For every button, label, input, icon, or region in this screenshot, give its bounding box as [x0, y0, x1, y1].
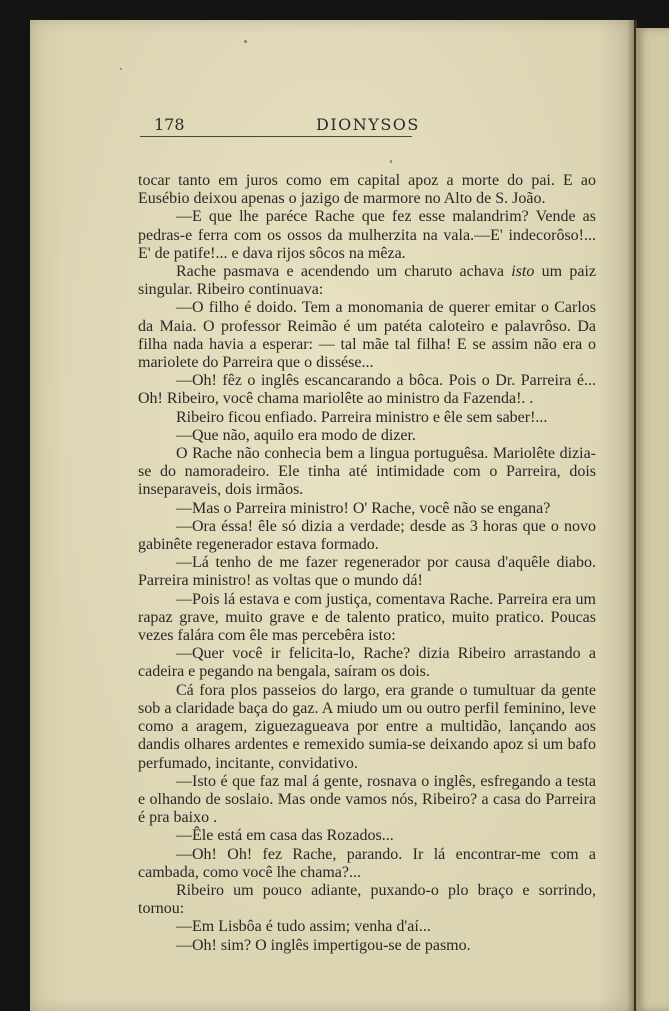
paragraph: —Quer você ir felicita-lo, Rache? dizia Ribeiro arrastando a cadeira e pegando na bengala, saíram os dois.: [138, 645, 596, 681]
paragraph: Ribeiro ficou enfiado. Parreira ministro e êle sem saber!...: [176, 408, 548, 426]
paragraph: —Êle está em casa das Rozados...: [176, 827, 394, 845]
paragraph: Ribeiro um pouco adiante, puxando-o plo braço e sorrindo, tornou:: [138, 881, 596, 918]
paragraph-text: um paiz singular. Ribeiro continuava:: [138, 263, 597, 299]
paragraph: O Rache não conhecia bem a lingua portuguêsa. Mariolête dizia-se do namoradeiro. Ele tinha até intimidade com o Parreira, dois inseparaveis, dois irmãos.: [138, 445, 596, 499]
paragraph: —E que lhe paréce Rache que fez esse malandrim? Vende as pedras-e ferra com os ossos da mulherzita na vala.—E' indecorôso!... E' de patife!... e dava rijos sôcos na mêza.: [138, 208, 596, 262]
paragraph: —Oh! fêz o inglês escancarando a bôca. Pois o Dr. Parreira é... Oh! Ribeiro, você chama mariolête ao ministro da Fazenda!. .: [138, 372, 596, 408]
paragraph: —Que não, aquilo era modo de dizer.: [176, 426, 416, 444]
italic-word: isto: [511, 263, 535, 281]
paragraph: —Pois lá estava e com justiça, comentava Rache. Parreira era um rapaz grave, muito grave e de talento pratico, muito pratico. Poucas vezes falára com êle mas percebêra isto:: [138, 590, 596, 645]
ink-speck: [120, 68, 122, 70]
page-header: [138, 112, 598, 136]
paragraph: —Oh! sim? O inglês impertigou-se de pasmo.: [176, 936, 471, 954]
paragraph: —Isto é que faz mal á gente, rosnava o inglês, esfregando a testa e olhando de soslaio. Mas onde vamos nós, Ribeiro? a casa do Parreira é pra baixo .: [138, 772, 596, 827]
paragraph: —O filho é doido. Tem a monomania de querer emitar o Carlos da Maia. O professor Reimão é um patéta caloteiro e palavrôso. Da filha nada havia a esperar: — tal mãe tal filha! E se assim não era o mariolete do Parreira que o dissése...: [138, 299, 596, 372]
body-text: [138, 172, 596, 955]
ink-speck: [244, 40, 247, 43]
paragraph: —Oh! Oh! fez Rache, parando. Ir lá encontrar-me com a cambada, como você lhe chama?...: [138, 845, 596, 881]
facing-page-edge: [636, 28, 669, 1011]
page-number: 178: [154, 115, 185, 134]
paragraph: tocar tanto em juros como em capital apoz a morte do pai. E ao Eusébio deixou apenas o jazigo de marmore no Alto de S. João.: [138, 172, 596, 208]
ink-speck: [390, 160, 392, 163]
paragraph-text: Rache pasmava e acendendo um charuto achava: [176, 263, 504, 281]
paragraph: —Lá tenho de me fazer regenerador por causa d'aquêle diabo. Parreira ministro! as voltas que o mundo dá!: [138, 554, 596, 590]
paragraph: [138, 263, 596, 299]
paragraph: Cá fora plos passeios do largo, era grande o tumultuar da gente sob a claridade baça do gaz. A miudo um ou outro perfil feminino, leve como a aragem, ziguezagueava por entre a multidão, lançando aos dandis olhares ardentes e remexido sumia-se deixando apoz si um bafo perfumado, incitante, convidativo.: [138, 681, 596, 772]
header-rule: [140, 136, 412, 137]
running-title: DIONYSOS: [316, 115, 420, 134]
paragraph: —Em Lisbôa é tudo assim; venha d'aí...: [176, 918, 431, 936]
paragraph: —Mas o Parreira ministro! O' Rache, você não se engana?: [176, 499, 551, 517]
paragraph: —Ora éssa! êle só dizia a verdade; desde as 3 horas que o novo gabinête regenerador estava formado.: [138, 517, 596, 554]
